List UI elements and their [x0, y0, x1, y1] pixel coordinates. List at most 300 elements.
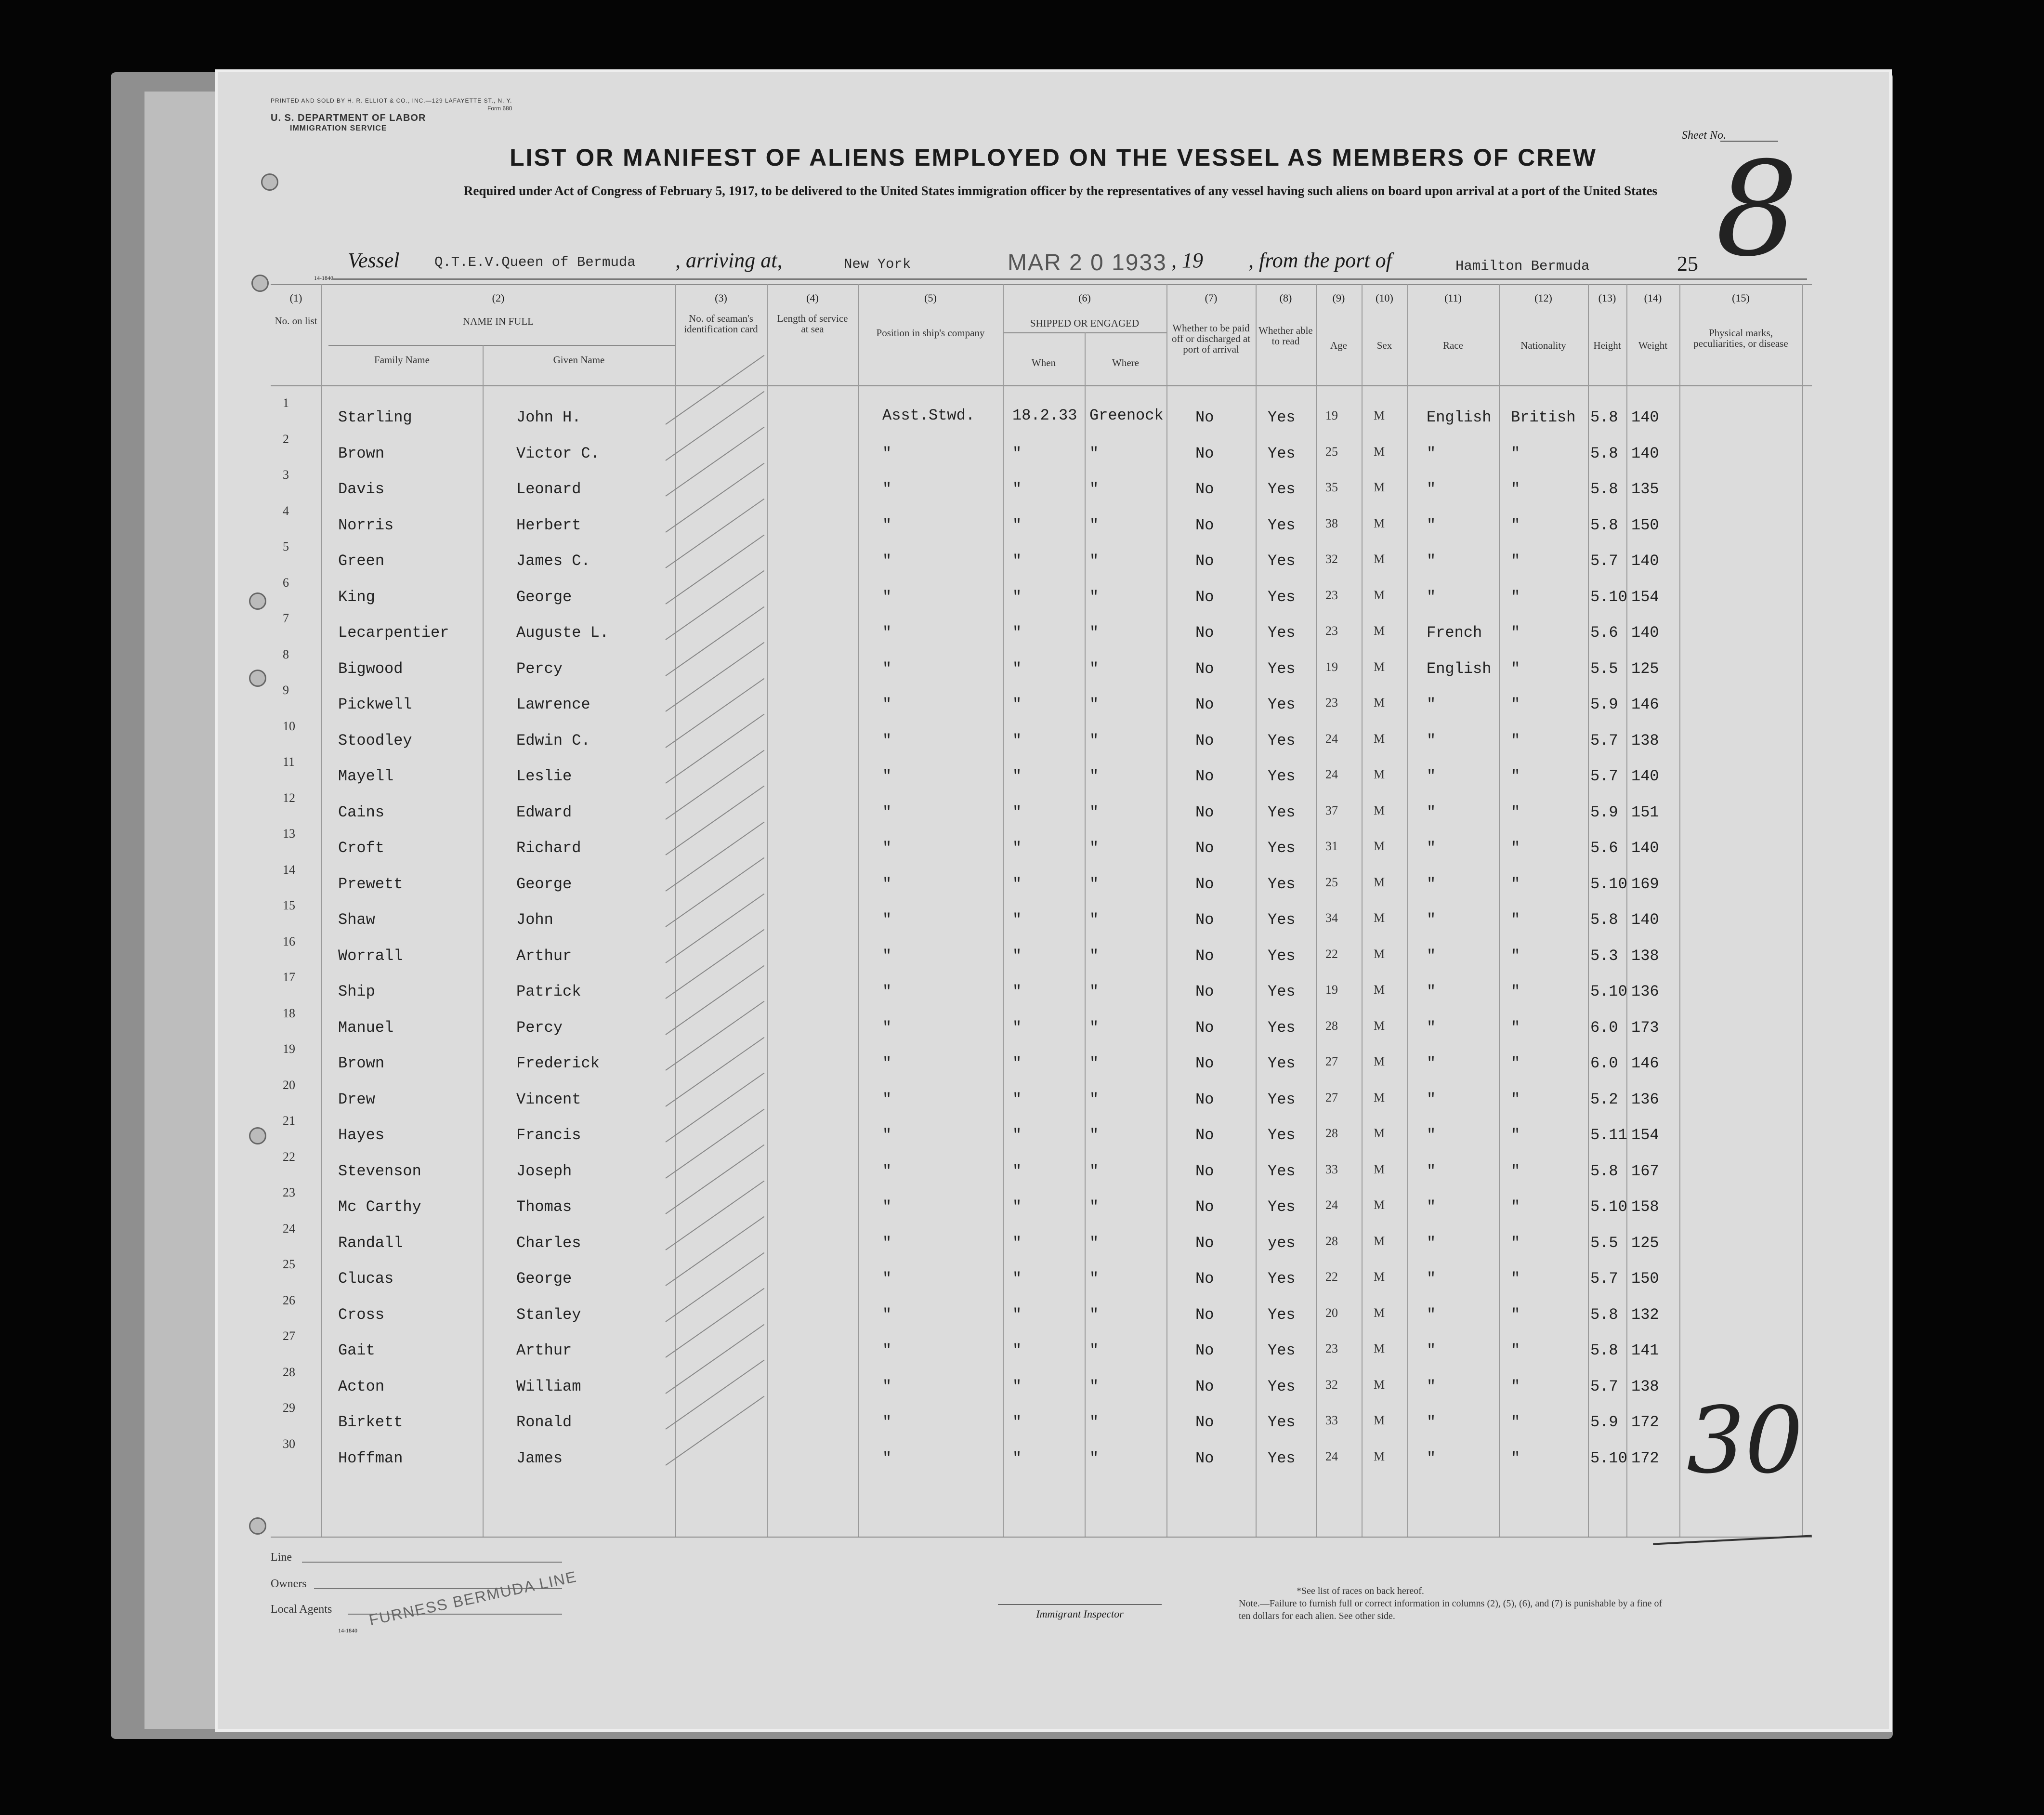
table-row	[218, 1006, 1889, 1051]
cell-nationality: "	[1511, 1162, 1520, 1180]
cell-paid-off: No	[1195, 624, 1214, 642]
cell-family-name: King	[338, 588, 375, 606]
colnum-7: (7)	[1205, 292, 1218, 304]
cell-paid-off: No	[1195, 947, 1214, 965]
cell-when: "	[1012, 1198, 1022, 1216]
table-row	[218, 647, 1889, 692]
manifest-page	[218, 72, 1889, 1729]
cell-paid-off: No	[1195, 696, 1214, 713]
cell-sex: M	[1374, 947, 1385, 961]
cell-family-name: Lecarpentier	[338, 624, 449, 642]
cell-where: "	[1089, 1090, 1099, 1108]
cell-paid-off: No	[1195, 1234, 1214, 1252]
cell-race: "	[1427, 731, 1436, 750]
cell-paid-off: No	[1195, 1198, 1214, 1216]
cell-sex: M	[1374, 1270, 1385, 1284]
cell-paid-off: No	[1195, 444, 1214, 462]
cell-no: 13	[283, 827, 295, 841]
cell-when: "	[1012, 1234, 1022, 1252]
cell-weight: 140	[1631, 624, 1659, 642]
cell-when: "	[1012, 624, 1022, 642]
cell-able-read: Yes	[1268, 444, 1296, 462]
table-row	[218, 503, 1889, 548]
cell-sex: M	[1374, 803, 1385, 817]
cell-race: "	[1427, 696, 1436, 713]
cell-age: 28	[1325, 1126, 1338, 1140]
cell-weight: 151	[1631, 803, 1659, 821]
cell-race: "	[1427, 1018, 1436, 1037]
cell-age: 28	[1325, 1234, 1338, 1248]
cell-where: "	[1089, 731, 1099, 750]
cell-nationality: "	[1511, 1305, 1520, 1324]
cell-family-name: Davis	[338, 480, 385, 498]
cell-age: 23	[1325, 1342, 1338, 1355]
cell-no: 7	[283, 611, 289, 625]
cell-given-name: Joseph	[516, 1162, 572, 1180]
cell-weight: 158	[1631, 1198, 1659, 1216]
cell-paid-off: No	[1195, 1054, 1214, 1072]
cell-nationality: "	[1511, 1449, 1520, 1467]
cell-where: "	[1089, 480, 1099, 498]
pencil-check-mark	[665, 355, 764, 425]
punch-hole	[249, 670, 266, 687]
cell-nationality: "	[1511, 911, 1520, 929]
cell-weight: 138	[1631, 731, 1659, 750]
cell-able-read: Yes	[1268, 1162, 1296, 1180]
cell-weight: 169	[1631, 875, 1659, 893]
cell-sex: M	[1374, 696, 1385, 710]
cell-no: 9	[283, 683, 289, 697]
cell-where: "	[1089, 875, 1099, 893]
cell-height: 5.8	[1590, 444, 1618, 462]
service: IMMIGRATION SERVICE	[290, 124, 387, 132]
cell-age: 37	[1325, 803, 1338, 817]
cell-position: "	[882, 1270, 892, 1288]
cell-sex: M	[1374, 659, 1385, 674]
cell-where: "	[1089, 803, 1099, 821]
cell-weight: 146	[1631, 1054, 1659, 1072]
cell-race: "	[1427, 911, 1436, 929]
cell-weight: 125	[1631, 1234, 1659, 1252]
cell-race: "	[1427, 1449, 1436, 1467]
cell-age: 24	[1325, 1198, 1338, 1212]
form-number: Form 680	[487, 105, 512, 112]
cell-position: "	[882, 696, 892, 713]
cell-where: "	[1089, 983, 1099, 1000]
agent-stamp: FURNESS BERMUDA LINE	[367, 1567, 578, 1629]
cell-able-read: Yes	[1268, 1126, 1296, 1144]
cell-no: 19	[283, 1042, 295, 1056]
cell-where: "	[1089, 1162, 1099, 1180]
cell-nationality: "	[1511, 1126, 1520, 1144]
cell-family-name: Brown	[338, 1054, 385, 1072]
cell-age: 38	[1325, 516, 1338, 530]
cell-family-name: Mayell	[338, 767, 394, 785]
cell-nationality: "	[1511, 1413, 1520, 1431]
cell-weight: 167	[1631, 1162, 1659, 1180]
cell-height: 5.7	[1590, 767, 1618, 785]
cell-paid-off: No	[1195, 803, 1214, 821]
printer-line: PRINTED AND SOLD BY H. R. ELLIOT & CO., INC.—129 LAFAYETTE ST., N. Y.	[271, 97, 512, 104]
cell-no: 23	[283, 1185, 295, 1199]
cell-weight: 150	[1631, 1270, 1659, 1288]
handwritten-total: 30	[1687, 1387, 1803, 1494]
cell-no: 11	[283, 755, 295, 769]
cell-nationality: "	[1511, 983, 1520, 1000]
cell-nationality: "	[1511, 1018, 1520, 1037]
cell-sex: M	[1374, 1054, 1385, 1068]
cell-height: 5.8	[1590, 408, 1618, 426]
cell-given-name: Leslie	[516, 767, 572, 785]
header-length-service: Length of service at sea	[777, 313, 848, 335]
cell-when: "	[1012, 516, 1022, 534]
cell-position: "	[882, 480, 892, 498]
cell-family-name: Stoodley	[338, 731, 412, 750]
cell-height: 5.7	[1590, 1270, 1618, 1288]
cell-where: "	[1089, 839, 1099, 857]
cell-sex: M	[1374, 767, 1385, 781]
cell-where: "	[1089, 1126, 1099, 1144]
cell-race: "	[1427, 1054, 1436, 1072]
cell-able-read: Yes	[1268, 1377, 1296, 1395]
cell-position: "	[882, 1342, 892, 1359]
header-family-name: Family Name	[374, 354, 430, 366]
cell-given-name: Arthur	[516, 947, 572, 965]
cell-sex: M	[1374, 911, 1385, 925]
cell-paid-off: No	[1195, 659, 1214, 678]
cell-no: 1	[283, 396, 289, 410]
cell-height: 5.8	[1590, 516, 1618, 534]
cell-when: "	[1012, 947, 1022, 965]
races-note: *See list of races on back hereof.	[1297, 1586, 1424, 1596]
cell-given-name: William	[516, 1377, 581, 1395]
cell-where: "	[1089, 1342, 1099, 1359]
cell-race: "	[1427, 1090, 1436, 1108]
cell-weight: 136	[1631, 1090, 1659, 1108]
sheet-label: Sheet No.	[1682, 129, 1726, 142]
cell-given-name: Edwin C.	[516, 731, 590, 750]
cell-family-name: Shaw	[338, 911, 375, 929]
cell-weight: 150	[1631, 516, 1659, 534]
cell-race: "	[1427, 1305, 1436, 1324]
cell-weight: 146	[1631, 696, 1659, 713]
cell-sex: M	[1374, 1198, 1385, 1212]
header-sex: Sex	[1376, 340, 1392, 351]
table-row	[218, 719, 1889, 763]
cell-family-name: Green	[338, 552, 385, 570]
cell-age: 34	[1325, 911, 1338, 925]
cell-height: 5.8	[1590, 1342, 1618, 1359]
cell-age: 27	[1325, 1090, 1338, 1105]
cell-height: 5.10	[1590, 1198, 1627, 1216]
cell-paid-off: No	[1195, 1449, 1214, 1467]
cell-race: "	[1427, 983, 1436, 1000]
cell-age: 32	[1325, 1377, 1338, 1392]
cell-weight: 140	[1631, 767, 1659, 785]
cell-able-read: Yes	[1268, 731, 1296, 750]
cell-age: 23	[1325, 588, 1338, 602]
form-code-bottom: 14-1840	[338, 1627, 357, 1634]
cell-where: "	[1089, 767, 1099, 785]
cell-given-name: Percy	[516, 1018, 563, 1037]
table-row	[218, 1436, 1889, 1481]
vessel-name: Q.T.E.V.Queen of Bermuda	[434, 254, 636, 270]
cell-age: 24	[1325, 1449, 1338, 1463]
table-row	[218, 396, 1889, 440]
cell-position: "	[882, 588, 892, 606]
colnum-3: (3)	[715, 292, 727, 304]
cell-weight: 173	[1631, 1018, 1659, 1037]
cell-able-read: Yes	[1268, 1198, 1296, 1216]
cell-when: "	[1012, 1270, 1022, 1288]
cell-nationality: "	[1511, 803, 1520, 821]
footer-line-label: Line	[271, 1551, 292, 1564]
cell-position: "	[882, 624, 892, 642]
colnum-13: (13)	[1598, 292, 1616, 304]
cell-where: "	[1089, 552, 1099, 570]
cell-family-name: Brown	[338, 444, 385, 462]
cell-height: 5.10	[1590, 588, 1627, 606]
cell-family-name: Manuel	[338, 1018, 394, 1037]
table-row	[218, 1401, 1889, 1445]
cell-race: "	[1427, 516, 1436, 534]
cell-nationality: "	[1511, 624, 1520, 642]
cell-sex: M	[1374, 1342, 1385, 1355]
cell-race: "	[1427, 1377, 1436, 1395]
cell-age: 27	[1325, 1054, 1338, 1068]
cell-given-name: Leonard	[516, 480, 581, 498]
cell-position: "	[882, 1234, 892, 1252]
header-age: Age	[1330, 340, 1347, 351]
cell-when: "	[1012, 552, 1022, 570]
cell-family-name: Norris	[338, 516, 394, 534]
cell-sex: M	[1374, 624, 1385, 638]
cell-height: 5.6	[1590, 624, 1618, 642]
cell-when: "	[1012, 1126, 1022, 1144]
table-row	[218, 611, 1889, 656]
cell-family-name: Birkett	[338, 1413, 403, 1431]
cell-paid-off: No	[1195, 1090, 1214, 1108]
colnum-14: (14)	[1644, 292, 1662, 304]
cell-position: "	[882, 444, 892, 462]
cell-family-name: Worrall	[338, 947, 403, 965]
cell-height: 5.10	[1590, 1449, 1627, 1467]
cell-sex: M	[1374, 1413, 1385, 1427]
cell-given-name: Patrick	[516, 983, 581, 1000]
cell-when: "	[1012, 659, 1022, 678]
cell-where: "	[1089, 444, 1099, 462]
cell-height: 6.0	[1590, 1054, 1618, 1072]
cell-no: 26	[283, 1293, 295, 1307]
cell-position: "	[882, 983, 892, 1000]
immigrant-inspector: Immigrant Inspector	[998, 1604, 1162, 1620]
cell-sex: M	[1374, 839, 1385, 853]
cell-nationality: "	[1511, 731, 1520, 750]
cell-weight: 125	[1631, 659, 1659, 678]
cell-height: 5.7	[1590, 1377, 1618, 1395]
penalty-note: Note.—Failure to furnish full or correct information in columns (2), (5), (6), and (7) is punishable by a fine of ten dollars for each alien. See other side.	[1239, 1598, 1663, 1621]
colnum-6: (6)	[1078, 292, 1091, 304]
cell-when: "	[1012, 1162, 1022, 1180]
cell-where: "	[1089, 1234, 1099, 1252]
cell-when: "	[1012, 1054, 1022, 1072]
colnum-5: (5)	[924, 292, 937, 304]
cell-given-name: Charles	[516, 1234, 581, 1252]
cell-race: "	[1427, 552, 1436, 570]
cell-sex: M	[1374, 1377, 1385, 1392]
cell-where: "	[1089, 516, 1099, 534]
punch-hole	[261, 173, 278, 191]
header-able-read: Whether able to read	[1258, 325, 1313, 347]
cell-paid-off: No	[1195, 1305, 1214, 1324]
cell-sex: M	[1374, 1234, 1385, 1248]
cell-weight: 172	[1631, 1449, 1659, 1467]
cell-race: "	[1427, 588, 1436, 606]
cell-when: "	[1012, 444, 1022, 462]
cell-able-read: Yes	[1268, 1270, 1296, 1288]
cell-sex: M	[1374, 516, 1385, 530]
cell-weight: 140	[1631, 444, 1659, 462]
cell-race: "	[1427, 1162, 1436, 1180]
cell-given-name: Vincent	[516, 1090, 581, 1108]
cell-no: 3	[283, 468, 289, 482]
cell-position: "	[882, 875, 892, 893]
cell-age: 22	[1325, 1270, 1338, 1284]
cell-paid-off: No	[1195, 1377, 1214, 1395]
cell-height: 5.5	[1590, 659, 1618, 678]
cell-age: 19	[1325, 983, 1338, 997]
cell-race: "	[1427, 1342, 1436, 1359]
cell-position: "	[882, 1126, 892, 1144]
vessel-label: Vessel	[348, 249, 400, 272]
cell-nationality: "	[1511, 1054, 1520, 1072]
cell-height: 5.7	[1590, 552, 1618, 570]
cell-able-read: Yes	[1268, 588, 1296, 606]
header-no-on-list: No. on list	[275, 315, 317, 327]
cell-paid-off: No	[1195, 1413, 1214, 1431]
cell-age: 19	[1325, 659, 1338, 674]
from-port: Hamilton Bermuda	[1455, 258, 1590, 274]
table-row	[218, 683, 1889, 727]
cell-where: "	[1089, 911, 1099, 929]
cell-given-name: Auguste L.	[516, 624, 609, 642]
cell-nationality: "	[1511, 1234, 1520, 1252]
year-suffix: 25	[1677, 252, 1698, 276]
cell-family-name: Ship	[338, 983, 375, 1000]
colnum-1: (1)	[289, 292, 302, 304]
cell-paid-off: No	[1195, 839, 1214, 857]
cell-when: "	[1012, 1342, 1022, 1359]
cell-no: 4	[283, 503, 289, 518]
cell-no: 10	[283, 719, 295, 733]
cell-where: "	[1089, 1377, 1099, 1395]
cell-nationality: "	[1511, 552, 1520, 570]
cell-able-read: Yes	[1268, 659, 1296, 678]
cell-weight: 138	[1631, 947, 1659, 965]
cell-sex: M	[1374, 731, 1385, 746]
cell-no: 17	[283, 970, 295, 984]
cell-sex: M	[1374, 1305, 1385, 1320]
form-code-top: 14-1840	[314, 275, 333, 281]
cell-sex: M	[1374, 983, 1385, 997]
cell-height: 5.10	[1590, 983, 1627, 1000]
cell-where: "	[1089, 588, 1099, 606]
cell-height: 5.8	[1590, 911, 1618, 929]
punch-hole	[249, 1517, 266, 1535]
cell-when: "	[1012, 588, 1022, 606]
cell-age: 35	[1325, 480, 1338, 494]
cell-family-name: Cains	[338, 803, 385, 821]
cell-nationality: "	[1511, 1270, 1520, 1288]
cell-given-name: John	[516, 911, 553, 929]
table-top-rule	[271, 284, 1812, 285]
cell-able-read: Yes	[1268, 516, 1296, 534]
cell-nationality: "	[1511, 875, 1520, 893]
cell-position: "	[882, 1054, 892, 1072]
cell-given-name: Ronald	[516, 1413, 572, 1431]
cell-weight: 132	[1631, 1305, 1659, 1324]
cell-nationality: "	[1511, 588, 1520, 606]
cell-sex: M	[1374, 1449, 1385, 1463]
table-row	[218, 468, 1889, 512]
cell-given-name: James	[516, 1449, 563, 1467]
cell-weight: 135	[1631, 480, 1659, 498]
cell-when: "	[1012, 731, 1022, 750]
cell-when: "	[1012, 875, 1022, 893]
cell-paid-off: No	[1195, 731, 1214, 750]
cell-where: "	[1089, 1054, 1099, 1072]
cell-race: "	[1427, 1234, 1436, 1252]
table-row	[218, 862, 1889, 907]
cell-weight: 154	[1631, 588, 1659, 606]
cell-weight: 154	[1631, 1126, 1659, 1144]
table-row	[218, 1149, 1889, 1194]
header-id-card: No. of seaman's identification card	[684, 313, 758, 335]
cell-race: French	[1427, 624, 1482, 642]
table-row	[218, 1078, 1889, 1122]
cell-paid-off: No	[1195, 408, 1214, 426]
cell-race: "	[1427, 444, 1436, 462]
cell-sex: M	[1374, 875, 1385, 889]
cell-family-name: Hayes	[338, 1126, 385, 1144]
cell-paid-off: No	[1195, 588, 1214, 606]
cell-where: "	[1089, 1018, 1099, 1037]
manifest-title: LIST OR MANIFEST OF ALIENS EMPLOYED ON THE VESSEL AS MEMBERS OF CREW	[510, 144, 1597, 171]
cell-able-read: Yes	[1268, 1054, 1296, 1072]
cell-age: 28	[1325, 1018, 1338, 1033]
cell-nationality: "	[1511, 659, 1520, 678]
table-row	[218, 1293, 1889, 1338]
footer-owners-label: Owners	[271, 1578, 307, 1590]
cell-paid-off: No	[1195, 1018, 1214, 1037]
table-row	[218, 432, 1889, 476]
cell-position: "	[882, 1449, 892, 1467]
table-row	[218, 1221, 1889, 1266]
table-header-rule	[271, 385, 1812, 386]
cell-able-read: Yes	[1268, 1018, 1296, 1037]
colnum-15: (15)	[1732, 292, 1750, 304]
table-row	[218, 1365, 1889, 1409]
cell-where: "	[1089, 1305, 1099, 1324]
cell-nationality: British	[1511, 408, 1576, 426]
cell-no: 5	[283, 539, 289, 553]
cell-family-name: Gait	[338, 1342, 375, 1359]
cell-weight: 172	[1631, 1413, 1659, 1431]
cell-weight: 136	[1631, 983, 1659, 1000]
cell-weight: 141	[1631, 1342, 1659, 1359]
cell-position: "	[882, 1162, 892, 1180]
cell-able-read: yes	[1268, 1234, 1296, 1252]
